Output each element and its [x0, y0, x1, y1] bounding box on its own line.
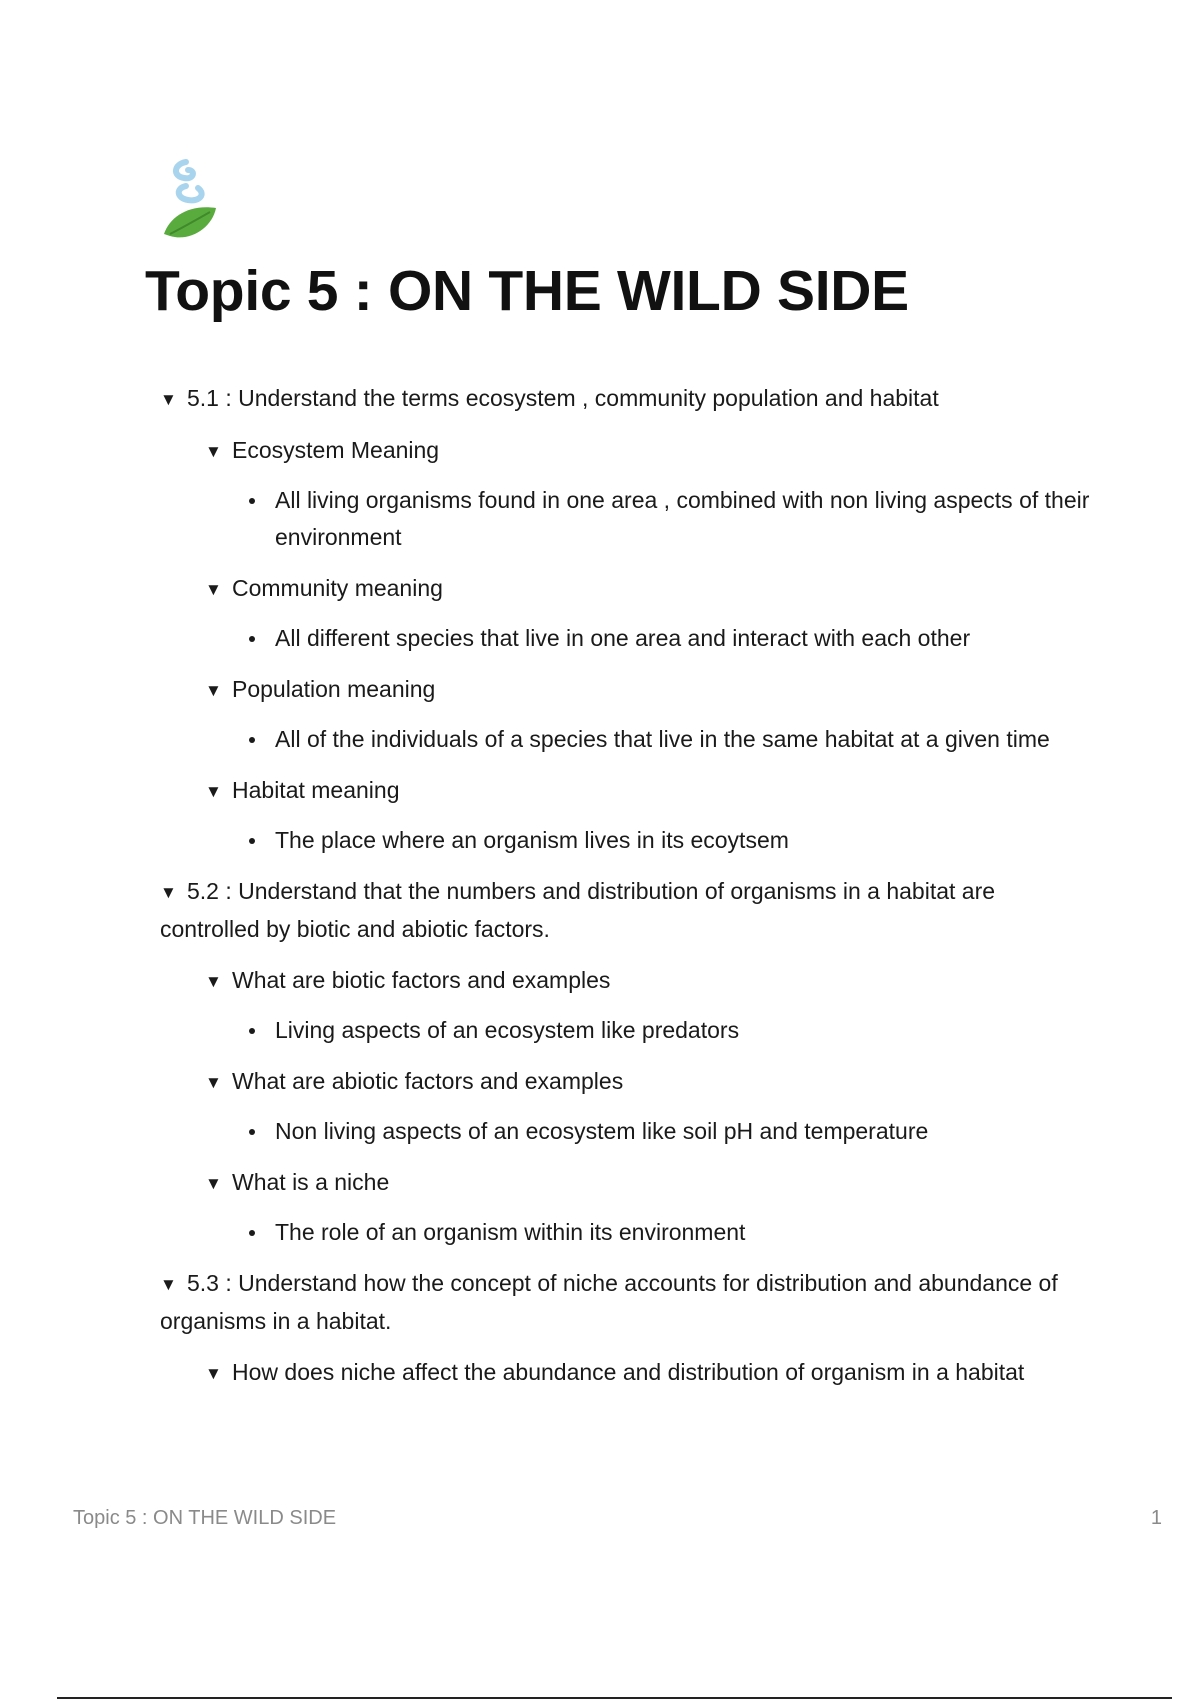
outline — [160, 380, 1090, 1404]
bullet-item: All different species that live in one area and interact with each other — [275, 620, 1090, 657]
subsection-toggle[interactable] — [205, 570, 1090, 608]
subsection-heading: Population meaning — [232, 676, 436, 702]
subsection-toggle[interactable] — [205, 1354, 1090, 1392]
subsection-toggle[interactable] — [205, 772, 1090, 810]
subsection-heading: Ecosystem Meaning — [232, 437, 440, 463]
toggle-triangle-icon[interactable]: ▼ — [160, 1275, 177, 1294]
subsection-toggle[interactable] — [205, 671, 1090, 709]
section-toggle[interactable] — [160, 1265, 1090, 1340]
subsection-toggle[interactable] — [205, 432, 1090, 470]
toggle-triangle-icon[interactable]: ▼ — [205, 442, 222, 461]
toggle-triangle-icon[interactable]: ▼ — [205, 972, 222, 991]
outline-section — [160, 1265, 1090, 1392]
toggle-triangle-icon[interactable]: ▼ — [160, 390, 177, 409]
page-title: Topic 5 : ON THE WILD SIDE — [145, 259, 909, 323]
subsection-heading: Habitat meaning — [232, 777, 400, 803]
subsection-heading: What is a niche — [232, 1169, 390, 1195]
subsection-heading: What are biotic factors and examples — [232, 967, 611, 993]
subsection-heading: How does niche affect the abundance and distribution of organism in a habitat — [232, 1359, 1025, 1385]
footer-title: Topic 5 : ON THE WILD SIDE — [73, 1507, 337, 1529]
bullet-item: The place where an organism lives in its ecoytsem — [275, 822, 1090, 859]
section-heading: 5.1 : Understand the terms ecosystem , community population and habitat — [187, 385, 939, 411]
page-bottom-rule — [57, 1697, 1172, 1699]
bullet-item: Non living aspects of an ecosystem like soil pH and temperature — [275, 1113, 1090, 1150]
section-heading: 5.3 : Understand how the concept of niche accounts for distribution and abundance of organisms in a habitat. — [160, 1270, 1058, 1334]
toggle-triangle-icon[interactable]: ▼ — [160, 883, 177, 902]
bullet-item: Living aspects of an ecosystem like predators — [275, 1012, 1090, 1049]
toggle-triangle-icon[interactable]: ▼ — [205, 1174, 222, 1193]
subsection-heading: Community meaning — [232, 575, 443, 601]
toggle-triangle-icon[interactable]: ▼ — [205, 580, 222, 599]
seedling-leaf-icon — [160, 158, 222, 242]
toggle-triangle-icon[interactable]: ▼ — [205, 1364, 222, 1383]
page-number: 1 — [1150, 1507, 1162, 1529]
subsection-heading: What are abiotic factors and examples — [232, 1068, 624, 1094]
section-heading: 5.2 : Understand that the numbers and distribution of organisms in a habitat are controlled by biotic and abiotic factors. — [160, 878, 996, 942]
bullet-item: The role of an organism within its environment — [275, 1214, 1090, 1251]
bullet-item: All of the individuals of a species that live in the same habitat at a given time — [275, 721, 1090, 758]
toggle-triangle-icon[interactable]: ▼ — [205, 782, 222, 801]
section-toggle[interactable] — [160, 873, 1090, 948]
subsection-toggle[interactable] — [205, 1164, 1090, 1202]
toggle-triangle-icon[interactable]: ▼ — [205, 681, 222, 700]
outline-section — [160, 380, 1090, 859]
outline-section — [160, 873, 1090, 1251]
section-toggle[interactable] — [160, 380, 1090, 418]
subsection-toggle[interactable] — [205, 962, 1090, 1000]
bullet-item: All living organisms found in one area , combined with non living aspects of their environment — [275, 482, 1090, 556]
toggle-triangle-icon[interactable]: ▼ — [205, 1073, 222, 1092]
subsection-toggle[interactable] — [205, 1063, 1090, 1101]
